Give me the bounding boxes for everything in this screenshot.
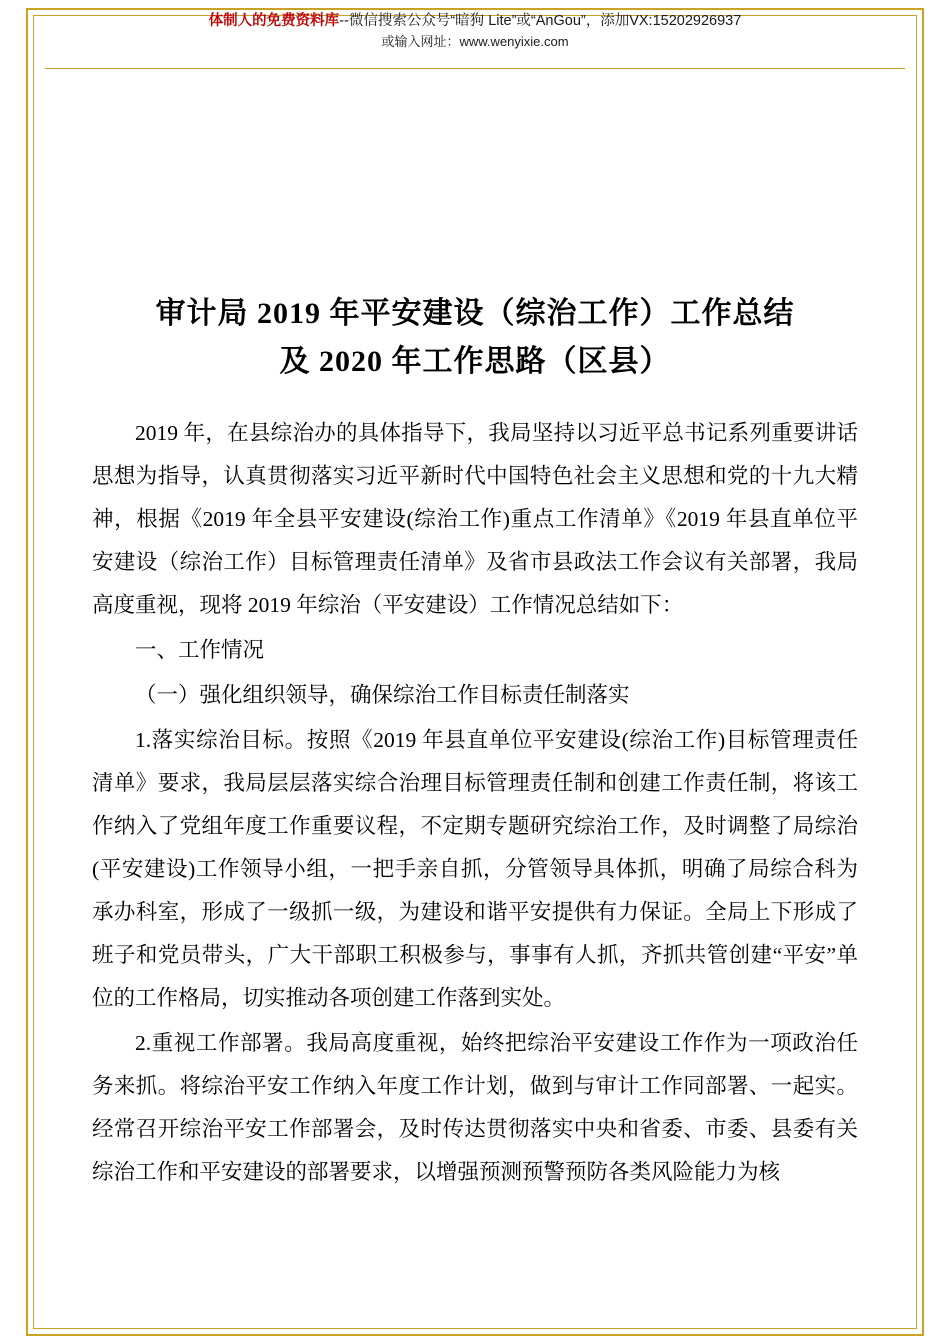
page-title-line-2: 及 2020 年工作思路（区县）: [279, 345, 671, 378]
paragraph: 2.重视工作部署。我局高度重视，始终把综治平安建设工作作为一项政治任务来抓。将综治平安工作纳入年度工作计划，做到与审计工作同部署、一起实。经常召开综治平安工作部署会，及时传达贯彻落实中央和省委、市委、县委有关综治工作和平安建设的部署要求，以增强预测预警预防各类风险能力为核: [92, 1031, 858, 1184]
paragraph: 1.落实综治目标。按照《2019 年县直单位平安建设(综治工作)目标管理责任清单》要求，我局层层落实综合治理目标管理责任制和创建工作责任制，将该工作纳入了党组年度工作重要议程，不定期专题研究综治工作，及时调整了局综治(平安建设)工作领导小组，一把手亲自抓，分管领导具体抓，明确了局综合科为承办科室，形成了一级抓一级，为建设和谐平安提供有力保证。全局上下形成了班子和党员带头，广大干部职工积极参与，事事有人抓，齐抓共管创建“平安”单位的工作格局，切实推动各项创建工作落到实处。: [92, 728, 858, 1010]
promo-banner-contact: --微信搜索公众号“暗狗 Lite”或“AnGou”，添加VX:15202926937: [339, 13, 742, 29]
promo-banner-brand: 体制人的免费资料库: [208, 13, 340, 29]
promo-banner: [45, 10, 905, 52]
paragraph: 2019 年，在县综治办的具体指导下，我局坚持以习近平总书记系列重要讲话思想为指导，认真贯彻落实习近平新时代中国特色社会主义思想和党的十九大精神，根据《2019 年全县平安建设(综治工作)重点工作清单》《2019 年县直单位平安建设（综治工作）目标管理责任清单》及省市县政法工作会议有关部署，我局高度重视，现将 2019 年综治（平安建设）工作情况总结如下：: [92, 421, 858, 617]
page-title: [92, 290, 858, 386]
promo-banner-line1: [45, 10, 905, 32]
page-title-line-1: 审计局 2019 年平安建设（综治工作）工作总结: [155, 297, 795, 330]
subsection-heading: （一）强化组织领导，确保综治工作目标责任制落实: [135, 683, 630, 707]
banner-divider: [45, 68, 905, 69]
section-heading: 一、工作情况: [135, 638, 265, 662]
document-body: [92, 290, 858, 1196]
promo-banner-website: 或输入网址：www.wenyixie.com: [381, 34, 569, 49]
